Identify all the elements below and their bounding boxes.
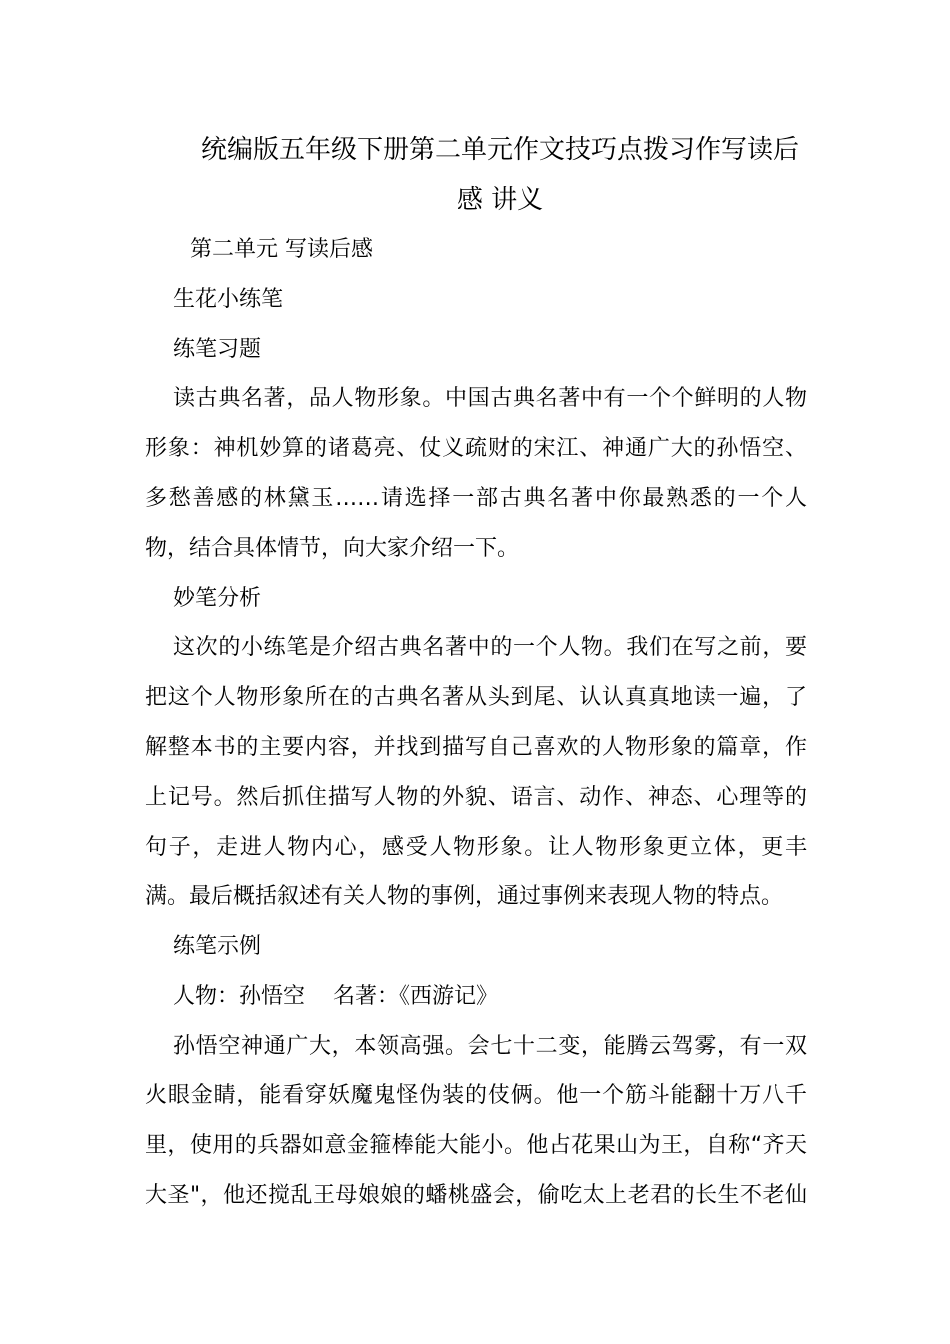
subsection-heading-example: 练笔示例 (173, 934, 262, 959)
exercise-paragraph-line: 物，结合具体情节，向大家介绍一下。 (145, 536, 520, 561)
section-heading-practice: 生花小练笔 (173, 287, 284, 312)
example-paragraph-line: 火眼金睛，能看穿妖魔鬼怪伪装的伎俩。他一个筋斗能翻十万八千 (145, 1083, 807, 1108)
analysis-paragraph-line: 上记号。然后抓住描写人物的外貌、语言、动作、神态、心理等的 (145, 785, 807, 810)
document-title-line-1: 统编版五年级下册第二单元作文技巧点拨习作写读后 (200, 135, 799, 165)
analysis-paragraph-line: 把这个人物形象所在的古典名著从头到尾、认认真真地读一遍，了 (145, 685, 807, 710)
subsection-heading-exercise: 练笔习题 (173, 337, 262, 362)
analysis-paragraph-line: 句子，走进人物内心，感受人物形象。让人物形象更立体，更丰 (145, 835, 807, 860)
example-paragraph-line: 孙悟空神通广大，本领高强。会七十二变，能腾云驾雾，有一双 (173, 1034, 807, 1059)
analysis-paragraph-line: 解整本书的主要内容，并找到描写自己喜欢的人物形象的篇章，作 (145, 735, 807, 760)
document-title-line-2: 感 讲义 (456, 185, 544, 215)
subsection-heading-analysis: 妙笔分析 (173, 586, 262, 611)
exercise-paragraph-line: 多愁善感的林黛玉……请选择一部古典名著中你最熟悉的一个人 (145, 486, 807, 511)
analysis-paragraph-line: 这次的小练笔是介绍古典名著中的一个人物。我们在写之前，要 (173, 635, 807, 660)
example-paragraph-line: 大圣"，他还搅乱王母娘娘的蟠桃盛会，偷吃太上老君的长生不老仙 (145, 1183, 807, 1208)
example-paragraph-line: 里，使用的兵器如意金箍棒能大能小。他占花果山为王，自称“齐天 (145, 1133, 807, 1158)
exercise-paragraph-line: 形象：神机妙算的诸葛亮、仗义疏财的宋江、神通广大的孙悟空、 (145, 436, 807, 461)
exercise-paragraph-line: 读古典名著，品人物形象。中国古典名著中有一个个鲜明的人物 (173, 386, 807, 411)
example-meta: 人物：孙悟空 名著：《西游记》 (173, 984, 498, 1009)
analysis-paragraph-line: 满。最后概括叙述有关人物的事例，通过事例来表现人物的特点。 (145, 884, 784, 909)
unit-heading: 第二单元 写读后感 (190, 237, 373, 262)
